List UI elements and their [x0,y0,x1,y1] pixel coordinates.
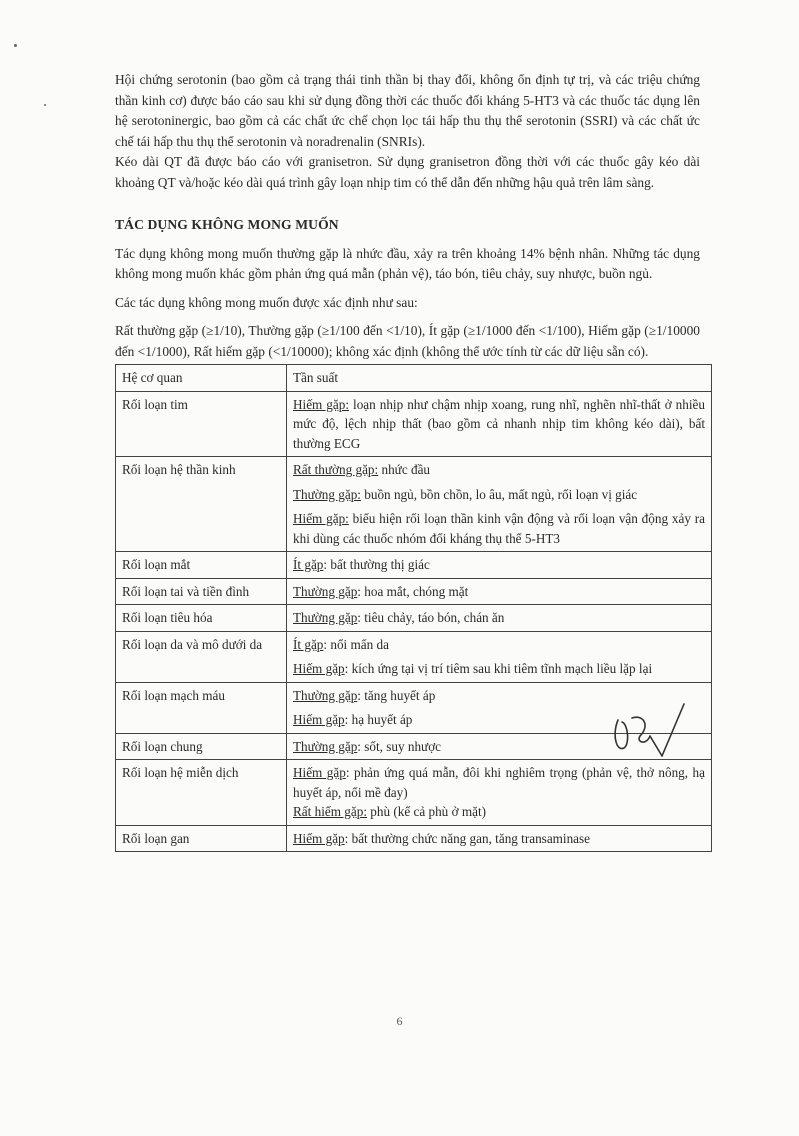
effect-entry [293,582,705,602]
frequency-label: Ít gặp [293,636,324,652]
section-paragraph-3: Rất thường gặp (≥1/10), Thường gặp (≥1/100 đến <1/10), Ít gặp (≥1/1000 đến <1/100), Hiếm gặp (≥1/10000 đến <1/1000), Rất hiếm gặp (<1/10000); không xác định (không thể ước tính từ các dữ liệu sẵn có). [115,323,700,359]
effect-text: : tiêu chảy, táo bón, chán ăn [357,610,505,625]
table-row [116,391,712,457]
frequency-label: Thường gặp [293,738,358,754]
frequency-label: Hiếm gặp [293,765,346,780]
organ-cell: Rối loạn hệ thần kinh [116,457,287,552]
header-organ: Hệ cơ quan [116,365,287,392]
effect-text: buồn ngủ, bồn chồn, lo âu, mất ngủ, rối loạn vị giác [360,486,638,502]
organ-cell: Rối loạn tai và tiền đình [116,578,287,605]
organ-cell: Rối loạn tim [116,391,287,457]
section-title: TÁC DỤNG KHÔNG MONG MUỐN [115,217,339,232]
frequency-cell [287,825,712,852]
frequency-cell [287,391,712,457]
frequency-cell [287,457,712,552]
frequency-cell [287,552,712,579]
effect-entry [293,829,705,849]
frequency-label: Rất hiếm gặp: [293,804,367,819]
page-number: 6 [396,1014,403,1028]
intro-paragraph-1: Hội chứng serotonin (bao gồm cả trạng thái tinh thần bị thay đổi, không ổn định tự trị, và các triệu chứng thần kinh cơ) được báo cáo sau khi sử dụng đồng thời các thuốc đối kháng 5-HT3 và các thuốc tác dụng lên hệ serotoninergic, bao gồm cả các chất ức chế chọn lọc tái hấp thu thụ thể serotonin (SSRI) và các chất ức chế tái hấp thu thụ thể serotonin và noradrenalin (SNRIs). [115,72,700,149]
effect-entry [293,608,705,628]
effect-entry [293,485,705,505]
effect-text: : sốt, suy nhược [357,738,442,754]
organ-cell: Rối loạn mạch máu [116,682,287,733]
organ-cell: Rối loạn chung [116,733,287,760]
effect-text: : hoa mắt, chóng mặt [357,583,469,599]
effect-text: phù (kể cả phù ở mặt) [366,804,487,819]
frequency-label: Thường gặp [293,687,358,703]
frequency-label: Thường gặp: [293,486,361,502]
effect-entry [293,635,705,655]
effect-text: loạn nhịp như chậm nhịp xoang, rung nhĩ, nghẽn nhĩ-thất ở nhiều mức độ, lệch nhịp thất (bao gồm cả nhanh nhịp tim không kéo dài), bất thường ECG [293,396,705,451]
frequency-label: Hiếm gặp [293,830,345,846]
table-body [116,391,712,852]
frequency-label: Hiếm gặp [293,661,345,676]
table-row [116,605,712,632]
effect-entry [293,509,705,548]
effect-entry [293,460,705,480]
table-row [116,552,712,579]
frequency-label: Hiếm gặp: [293,396,350,412]
handwritten-signature [610,700,690,780]
section-paragraph-1: Tác dụng không mong muốn thường gặp là nhức đầu, xảy ra trên khoảng 14% bệnh nhân. Những tác dụng không mong muốn khác gồm phản ứng quá mẫn (phản vệ), táo bón, tiêu chảy, suy nhược, buồn ngủ. [115,245,700,281]
effect-text: : bất thường chức năng gan, tăng transaminase [344,830,591,846]
table-header-row [116,365,712,392]
effect-entry [293,659,705,679]
frequency-label: Thường gặp [293,583,358,599]
effect-entry [293,395,705,454]
organ-cell: Rối loạn hệ miễn dịch [116,760,287,826]
table-row [116,825,712,852]
table-row [116,631,712,682]
table-row [116,457,712,552]
table-row [116,578,712,605]
effect-text: : kích ứng tại vị trí tiêm sau khi tiêm tĩnh mạch liều lặp lại [344,661,653,676]
organ-cell: Rối loạn da và mô dưới da [116,631,287,682]
effect-text: biểu hiện rối loạn thần kinh vận động và rối loạn vận động xảy ra khi dùng các thuốc nhóm đối kháng thụ thể 5-HT3 [293,511,705,546]
organ-cell: Rối loạn gan [116,825,287,852]
frequency-label: Hiếm gặp: [293,511,349,526]
frequency-cell [287,578,712,605]
intro-paragraph-2: Kéo dài QT đã được báo cáo với granisetron. Sử dụng granisetron đồng thời với các thuốc gây kéo dài khoảng QT và/hoặc kéo dài quá trình gây loạn nhịp tim có thể dẫn đến những hậu quả trên lâm sàng. [115,154,700,190]
scan-speck [14,44,17,47]
frequency-label: Ít gặp [293,557,324,572]
effect-text: : hạ huyết áp [344,712,413,727]
effect-text: : bất thường thị giác [323,557,430,572]
effect-text: : phản ứng quá mẫn, đôi khi nghiêm trọng (phản vệ, thở nông, hạ huyết áp, nổi mề đay) [293,765,705,800]
frequency-label: Hiếm gặp [293,712,345,727]
header-frequency: Tần suất [287,365,712,392]
effect-text: : tăng huyết áp [357,687,436,703]
effect-text: : nổi mẩn da [323,636,389,652]
frequency-cell [287,631,712,682]
organ-cell: Rối loạn tiêu hóa [116,605,287,632]
organ-cell: Rối loạn mắt [116,552,287,579]
frequency-label: Thường gặp [293,610,358,625]
frequency-label: Rất thường gặp: [293,462,379,477]
effect-entry [293,555,705,575]
scan-speck [44,104,46,106]
effect-entry [293,802,705,822]
frequency-cell [287,605,712,632]
effect-text: nhức đầu [378,462,431,477]
section-paragraph-2: Các tác dụng không mong muốn được xác định như sau: [115,294,418,310]
